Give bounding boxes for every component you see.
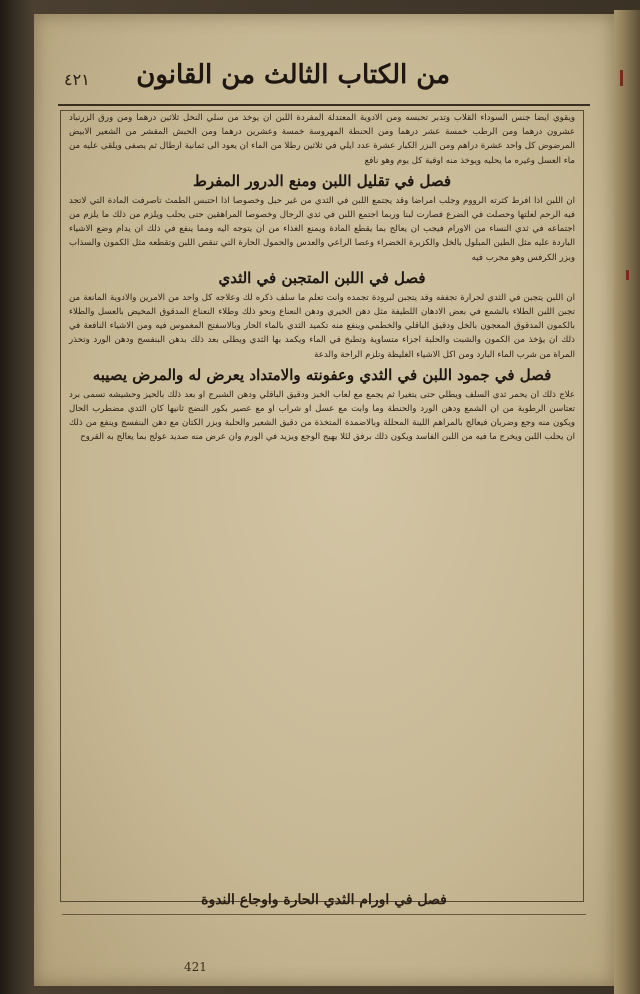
page-number-top: ٤٢١: [64, 70, 90, 89]
section-text-3: علاج ذلك ان يحمر ثدي السلف ويطلي حتى يتغيرا ثم يجمع مع لعاب الخبز ودقيق الباقلي ودهن الشبرج او بعد ذلك بالحيز وحشيشه تسمى برد تعتاسن الرطوبة من ان الشمع ودهن الورد والحنطة وما وابت مع عسل او شراب او مع عصير بكور النضج ثانيها كان الثدي مضطرب الحال ويكون منه وجع وضربان فيعالج بالمراهم اللينة المحللة وبالاضمدة المتخذة من دقيق الشعير والحلبة وبزر الكتان مع دهن البنفسج وينفع من ذلك ان يحلب اللبن ويخرج ما فيه من اللبن الفاسد ويكون ذلك برفق لئلا يهيج الوجع ويزيد في الورم وان عرض منه صديد عولج بما يعالج به القروح: [69, 389, 575, 443]
page-number-bottom: 421: [184, 960, 207, 974]
text-frame: [60, 110, 584, 902]
intro-paragraph: ويقوي ايضا جنس السوداء القلاب وتدبر تحبسه ومن الادوية المعتدلة المفردة اللبن ان يوخذ من سلي النخل ثلاثين درهما ومن ورق الزرنباد عشرون درهما ومن الرطب خمسة عشر درهما ومن الحنطة المهروسة خمسة وعشرين درهما ومن الحبش المقشر من الشعير الابيض المرضوض كل واحد عشرة دراهم ومن البزر الكبار عشرة عدد ايلي في ثلاثين رطلا من الماء ان يعود الى ثمانية ارطال ثم يصفى ويلقى عليه من ماء العسل وغيره ما يحليه ويوخذ منه اوقية كل يوم وهو نافع: [69, 113, 575, 166]
section-title-3: فصل في جمود اللبن في الثدي وعفونته والامتداد يعرض له والمرض يصيبه: [92, 365, 552, 384]
section-text-1: ان اللبن اذا افرط كثرته الرووم وجلب امراضا وقد يجتمع اللبن في الثدي من غير حبل وخصوصا اذا احتبس الطمث تاصرفت المادة التي لاتجد فيه الرحم لعلتها وحصلت في الضرع فصارت لبنا وربما اجتمع اللبن في ثدي الرجال وخصوصا المراهقين حتى يحلب ويلزم من ذلك ما يلزم من اجتماعه في ثدي النساء من الاورام فيجب ان يعالج بما يقطع المادة ويمنع الغذاء من ان يتوجه اليه ومما ينفع في ذلك ان يدام وضع الاشياء الباردة عليه مثل الطين المبلول بالخل والكزبرة الخضراء وعصا الراعي والعدس والحمول الحارة التي تنقص اللبن وتقطعه مثل الكمون والسذاب وبزر الكرفس وهو مجرب فيه: [69, 195, 575, 263]
section-title-1: فصل في تقليل اللبن ومنع الدرور المفرط: [192, 171, 452, 190]
section-title-2: فصل في اللبن المتجبن في الثدي: [218, 268, 426, 287]
page-edge-stack: [614, 10, 640, 994]
footer-section-title: فصل في اورام الثدي الحارة واوجاع الندوة: [201, 892, 447, 908]
page-header: [58, 58, 590, 106]
running-title: من الكتاب الثالث من القانون: [136, 60, 450, 90]
bottom-rule: [62, 914, 586, 915]
edge-tab-marker: [620, 70, 623, 86]
section-text-2: ان اللبن يتجبن في الثدي لحرارة تجففه وقد يتجبن لبرودة تجمده وانت تعلم ما سلف ذكره لك وعلاجه كل واحد من الامرين والادوية المانعة من تجبن اللبن الطلاء بالشمع في بعض الادهان اللطيفة مثل دهن الخيري ودهن النعناع ونحو ذلك وطلاء النعناع المدقوق المخيض بالعسل والطلاء بالكمون المدقوق المعجون بالخل ودقيق الباقلي والخطمي وينفع منه تكميد الثدي بالماء الحار وبالاسفنج المغموس فيه ومن الاشياء النافعة في ذلك ان يؤخذ من الكمون والشبت والحلبة اجزاء متساوية وتطبخ في الماء ويكمد بها الثدي ويطلى بعد ذلك بدهن البنفسج ودهن الورد وتحذر المراة من شرب الماء البارد ومن اكل الاشياء الغليظة وتلزم الراحة والدعة: [69, 292, 575, 360]
edge-tab-marker: [626, 270, 629, 280]
book-page: [34, 14, 614, 986]
